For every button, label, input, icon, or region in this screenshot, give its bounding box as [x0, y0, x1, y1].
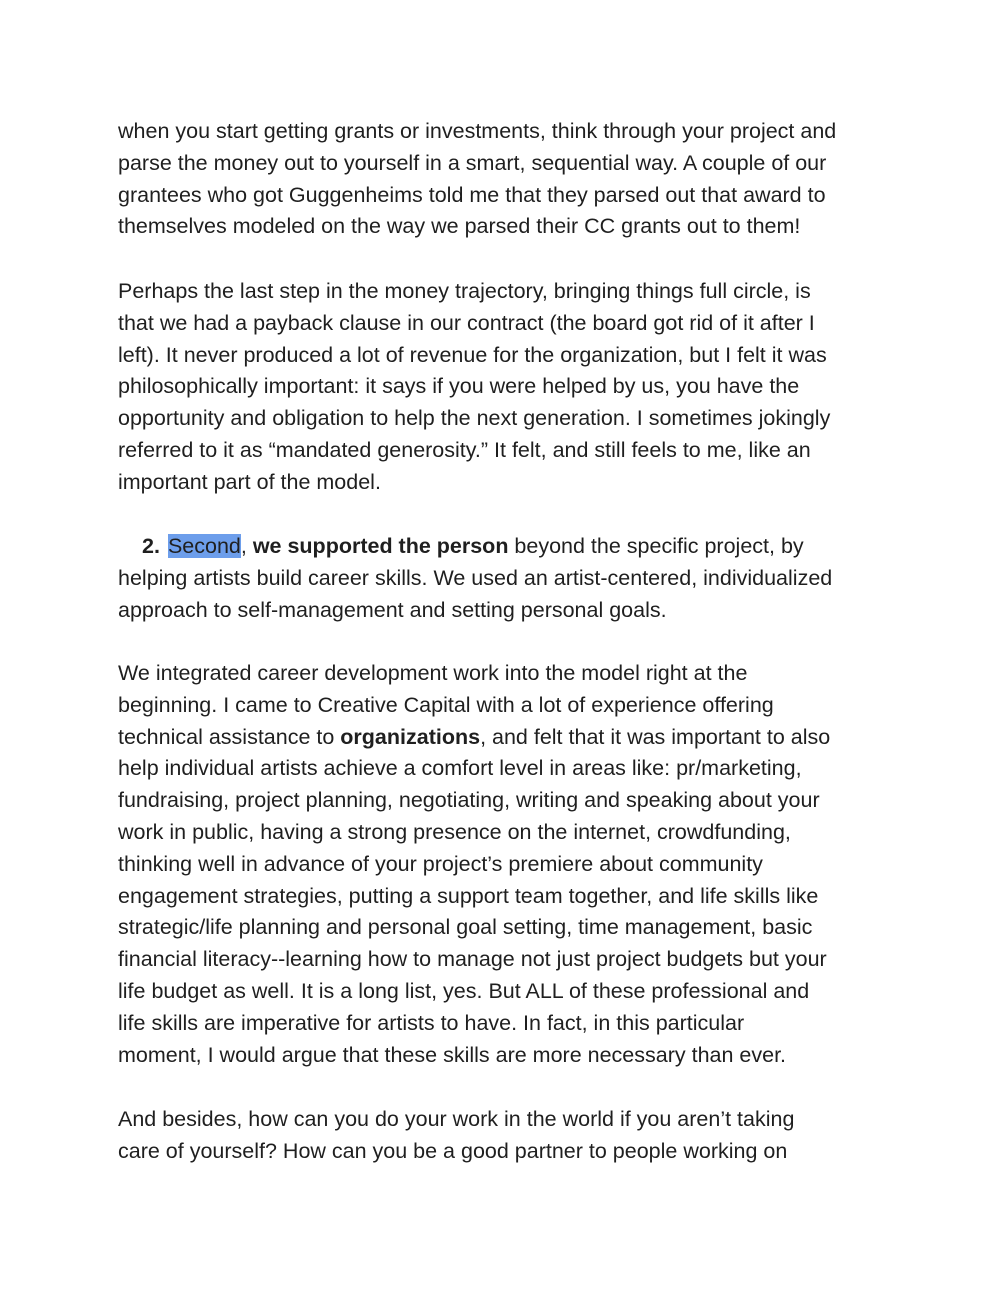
text-segment: beyond the specific project, by — [508, 534, 804, 558]
text-line: left). It never produced a lot of revenue for the organization, but I felt it was — [118, 342, 827, 367]
text-line: when you start getting grants or investments, think through your project and — [118, 119, 837, 143]
text-line: opportunity and obligation to help the next generation. I sometimes jokingly — [118, 406, 831, 431]
text-line: important part of the model. — [118, 469, 381, 494]
paragraph-payback-clause — [118, 276, 898, 499]
text-line: work in public, having a strong presence on the internet, crowdfunding, — [118, 819, 791, 844]
highlighted-word[interactable]: Second — [167, 534, 241, 558]
text-line: moment, I would argue that these skills are more necessary than ever. — [118, 1042, 787, 1067]
text-line: life budget as well. It is a long list, yes. But ALL of these professional and — [118, 978, 810, 1003]
text-line: parse the money out to yourself in a smart, sequential way. A couple of our — [118, 150, 827, 175]
text-line: strategic/life planning and personal goal setting, time management, basic — [118, 915, 813, 940]
text-line: engagement strategies, putting a support team together, and life skills like — [118, 883, 819, 908]
text-line: thinking well in advance of your project’s premiere about community — [118, 851, 763, 876]
text-line: We integrated career development work into the model right at the — [118, 661, 748, 685]
paragraph-career-development — [118, 658, 898, 1071]
text-segment: technical assistance to — [118, 724, 341, 749]
text-line: beginning. I came to Creative Capital with a lot of experience offering — [118, 692, 774, 717]
text-line: help individual artists achieve a comfort level in areas like: pr/marketing, — [118, 756, 802, 781]
text-line: And besides, how can you do your work in the world if you aren’t taking — [118, 1107, 795, 1131]
text-line: fundraising, project planning, negotiating, writing and speaking about your — [118, 788, 820, 813]
text-line: Perhaps the last step in the money trajectory, bringing things full circle, is — [118, 279, 811, 303]
text-line: that we had a payback clause in our contract (the board got rid of it after I — [118, 310, 815, 335]
text-line: referred to it as “mandated generosity.” It felt, and still feels to me, like an — [118, 437, 811, 462]
text-line: financial literacy--learning how to manage not just project budgets but your — [118, 947, 827, 972]
paragraph-self-care — [118, 1104, 898, 1168]
paragraph-money-parsing — [118, 116, 898, 243]
text-line: philosophically important: it says if you were helped by us, you have the — [118, 374, 800, 399]
text-line: helping artists build career skills. We used an artist-centered, individualized — [118, 565, 833, 590]
list-number: 2. — [142, 534, 160, 558]
text-line: approach to self-management and setting personal goals. — [118, 597, 667, 622]
text-line: care of yourself? How can you be a good partner to people working on — [118, 1138, 788, 1163]
bold-word-organizations: organizations — [340, 724, 481, 749]
text-line — [118, 722, 898, 754]
list-item-first-line — [118, 531, 898, 563]
text-line: life skills are imperative for artists to have. In fact, in this particular — [118, 1010, 745, 1035]
bold-phrase: we supported the person — [252, 534, 509, 558]
text-segment: , and felt that it was important to also — [480, 724, 831, 749]
text-line: grantees who got Guggenheims told me that they parsed out that award to — [118, 182, 826, 207]
list-item-second — [118, 531, 898, 626]
text-line: themselves modeled on the way we parsed their CC grants out to them! — [118, 214, 801, 239]
separator-text: , — [240, 534, 253, 558]
